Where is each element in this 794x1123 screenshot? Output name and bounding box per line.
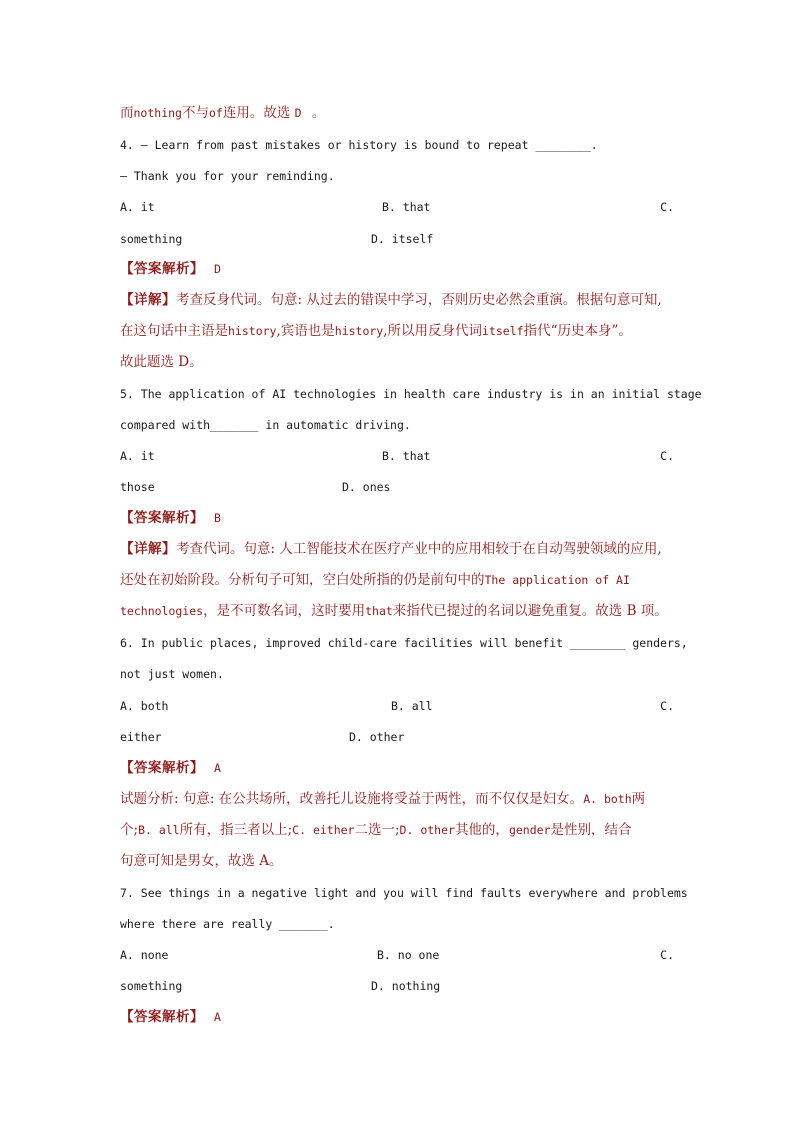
answer-letter: A [214,1010,221,1024]
text: ，是不可数名词，这时要用 [203,603,366,619]
q6-detail-line1 [120,791,680,807]
text: 。 [311,105,326,121]
text: 是性别，结合 [550,822,632,838]
text: D [294,106,302,120]
text: 个; [120,822,139,838]
q5-answer [120,510,680,526]
text: 指代“历史本身”。 [523,323,632,339]
q4-detail-line3: 故此题选 D。 [120,354,203,370]
q4-stem-line2: — Thank you for your reminding. [120,169,335,183]
text: 考查代词。句意: 人工智能技术在医疗产业中的应用相较于在自动驾驶领域的应用, [176,541,662,557]
text: D. other [399,823,455,837]
prev-explanation [120,105,680,121]
text: gender [508,823,551,837]
text: 其他的， [454,822,509,838]
text: 连用。故选 [222,105,291,121]
q5-detail-line2 [120,572,680,588]
text: 两 [631,791,646,807]
q6-option-d: D. other [349,730,405,744]
q5-option-d: D. ones [342,480,391,494]
q6-detail-line3: 句意可知是男女，故选 A。 [120,853,283,869]
text: B. all [138,823,180,837]
answer-letter: B [214,511,221,525]
q4-detail-line2 [120,323,680,339]
q7-option-d: D. nothing [371,979,441,993]
text: 二选一; [354,822,400,838]
q6-option-a: A. both [120,699,169,713]
answer-tag: 【答案解析】 [120,1009,204,1025]
text: ,所以用反身代词 [383,323,483,339]
text: that [365,604,393,618]
text: A. both [583,792,632,806]
text: of [208,106,223,120]
q4-option-d: D. itself [371,232,434,246]
q6-answer [120,760,680,776]
text: history [334,324,384,338]
q5-stem-line2: compared with_______ in automatic driving. [120,418,411,432]
text: The application of AI [484,573,630,587]
q6-option-c-label: C. [660,699,674,713]
q5-detail-line3 [120,603,680,619]
q4-answer [120,261,680,277]
text: history [228,324,277,338]
q5-option-a: A. it [120,449,155,463]
q4-option-a: A. it [120,200,155,214]
text: itself [482,324,524,338]
q4-detail-line1 [120,292,680,308]
q7-option-c-text: something [120,979,183,993]
text: 所有，指三者以上; [179,822,293,838]
q6-detail-line2 [120,822,680,838]
q5-detail-line1 [120,541,680,557]
q7-stem-line2: where there are really _______. [120,917,335,931]
q7-option-c-label: C. [660,948,674,962]
text: 在这句话中主语是 [120,323,228,339]
text: ,宾语也是 [276,323,335,339]
text: 考查反身代词。句意: 从过去的错误中学习，否则历史必然会重演。根据句意可知, [176,292,662,308]
q6-option-b: B. all [391,699,433,713]
text: 而 [120,105,134,121]
answer-tag: 【答案解析】 [120,510,204,526]
q7-stem-line1: 7. See things in a negative light and you will find faults everywhere and problems [120,886,688,900]
q5-option-c-text: those [120,480,155,494]
q6-stem-line2: not just women. [120,667,224,681]
detail-tag: 【详解】 [120,292,176,308]
text: 还处在初始阶段。分析句子可知，空白处所指的仍是前句中的 [120,572,485,588]
q4-option-c-text: something [120,232,183,246]
answer-tag: 【答案解析】 [120,760,204,776]
q5-option-b: B. that [382,449,431,463]
q7-option-a: A. none [120,948,169,962]
text: 试题分析: 句意: 在公共场所，改善托儿设施将受益于两性，而不仅仅是妇女。 [120,791,584,807]
q6-stem-line1: 6. In public places, improved child-care facilities will benefit ________ genders, [120,636,688,650]
q5-option-c-label: C. [660,449,674,463]
q7-option-b: B. no one [377,948,440,962]
text: technologies [120,604,204,618]
text: C. either [292,823,355,837]
q4-option-b: B. that [382,200,431,214]
q6-option-c-text: either [120,730,162,744]
detail-tag: 【详解】 [120,541,176,557]
text: 不与 [181,105,209,121]
answer-tag: 【答案解析】 [120,261,204,277]
answer-letter: A [214,761,221,775]
text: 来指代已提过的名词以避免重复。故选 B 项。 [392,603,668,619]
q4-stem-line1: 4. — Learn from past mistakes or history is bound to repeat ________. [120,138,598,152]
q7-answer [120,1009,680,1025]
answer-letter: D [214,262,221,276]
q4-option-c-label: C. [660,200,674,214]
text: nothing [133,106,182,120]
q5-stem-line1: 5. The application of AI technologies in health care industry is in an initial stage [120,387,702,401]
